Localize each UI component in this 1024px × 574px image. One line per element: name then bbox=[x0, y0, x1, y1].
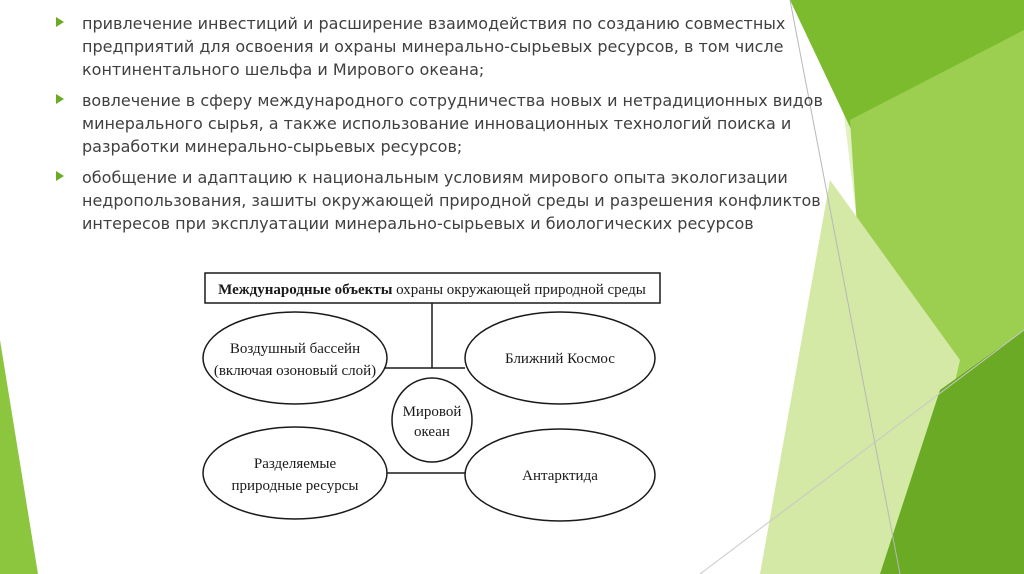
objects-diagram bbox=[200, 268, 670, 538]
diagram-header-text bbox=[218, 282, 646, 298]
air-basin-label-1: Воздушный бассейн bbox=[229, 341, 361, 357]
shared-resources-label-2: природные ресурсы bbox=[231, 478, 359, 494]
bullet-text: обобщение и адаптацию к национальным условиям мирового опыта экологизации недропользования, зашиты окружающей природной среды и разрешения конфликтов интересов при эксплуатации минерально-сырьевых и биологических ресурсов bbox=[82, 168, 821, 233]
ellipse-world-ocean bbox=[392, 378, 472, 462]
ellipse-shared-resources bbox=[203, 427, 387, 519]
shared-resources-label-1: Разделяемые bbox=[253, 456, 337, 472]
diagram-header-bold: Международные объекты bbox=[218, 282, 393, 298]
bullet-text: вовлечение в сферу международного сотрудничества новых и нетрадиционных видов минерального сырья, а также использование инновационных технологий поиска и разработки минерально-сырьевых ресурсов; bbox=[82, 91, 823, 156]
bullet-arrow-icon bbox=[56, 171, 64, 181]
green-shape-left bbox=[0, 340, 38, 574]
bullet-text: привлечение инвестиций и расширение взаимодействия по созданию совместных предприятий для освоения и охраны минерально-сырьевых ресурсов, в том числе континентального шельфа и Мирового океана; bbox=[82, 14, 786, 79]
bullet-item bbox=[52, 12, 832, 81]
near-space-label: Ближний Космос bbox=[505, 351, 615, 367]
antarctica-label: Антарктида bbox=[522, 468, 598, 484]
diagram-header-rest: охраны окружающей природной среды bbox=[392, 282, 646, 298]
bullet-arrow-icon bbox=[56, 17, 64, 27]
ellipse-air-basin bbox=[203, 312, 387, 404]
air-basin-label-2: (включая озоновый слой) bbox=[213, 363, 377, 379]
bullet-item bbox=[52, 166, 832, 235]
bullet-item bbox=[52, 89, 832, 158]
world-ocean-label-1: Мировой bbox=[402, 404, 462, 420]
bullet-list bbox=[52, 12, 832, 243]
world-ocean-label-2: океан bbox=[414, 424, 450, 440]
bullet-arrow-icon bbox=[56, 94, 64, 104]
